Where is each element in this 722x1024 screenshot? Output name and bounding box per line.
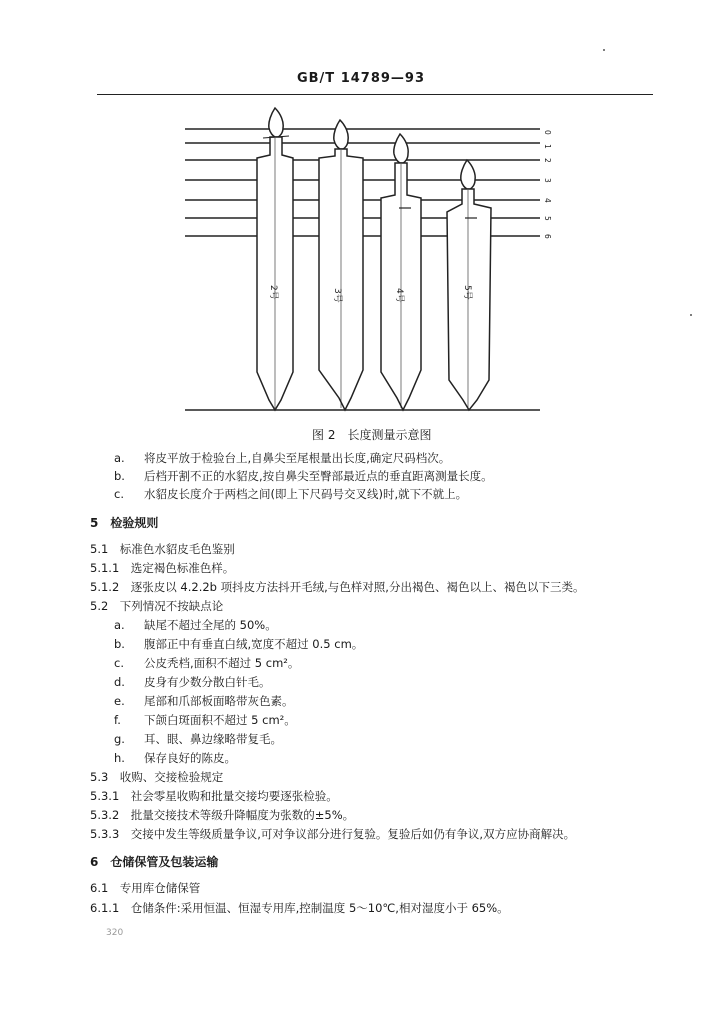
section-5-title: 5 检验规则 [90, 516, 159, 530]
defect-d-mark: d. [114, 675, 125, 689]
clause-5-2: 5.2 下列情况不按缺点论 [90, 599, 224, 613]
defect-c-mark: c. [114, 656, 124, 670]
defect-b-mark: b. [114, 637, 125, 651]
clause-5-3: 5.3 收购、交接检验规定 [90, 770, 224, 784]
defect-f-text: 下颌白斑面积不超过 5 cm²。 [144, 713, 296, 727]
figure-caption: 图 2 长度测量示意图 [312, 428, 432, 442]
defect-a-text: 缺尾不超过全尾的 50%。 [144, 618, 277, 632]
note-c-text: 水貂皮长度介于两档之间(即上下尺码号交叉线)时,就下不就上。 [144, 487, 468, 501]
pelt-2 [257, 108, 293, 410]
header-rule [97, 94, 653, 95]
length-measurement-figure [185, 100, 565, 425]
clause-5-3-2: 5.3.2 批量交接技术等级升降幅度为张数的±5%。 [90, 808, 355, 822]
scale-label-2: 2 [543, 158, 552, 163]
defect-g-mark: g. [114, 732, 125, 746]
scan-speck [690, 314, 692, 316]
pelt-label-2: 2号 [268, 285, 278, 300]
defect-c-text: 公皮秃档,面积不超过 5 cm²。 [144, 656, 300, 670]
defect-h-text: 保存良好的陈皮。 [144, 751, 236, 765]
note-b-mark: b. [114, 469, 125, 483]
scan-speck [603, 49, 605, 51]
scale-label-5: 5 [543, 216, 552, 221]
clause-5-1-1: 5.1.1 选定褐色标准色样。 [90, 561, 235, 575]
section-6-title: 6 仓储保管及包装运输 [90, 855, 219, 869]
page-number: 320 [106, 928, 124, 938]
note-a-text: 将皮平放于检验台上,自鼻尖至尾根量出长度,确定尺码档次。 [144, 451, 451, 465]
defect-h-mark: h. [114, 751, 125, 765]
defect-b-text: 腹部正中有垂直白绒,宽度不超过 0.5 cm。 [144, 637, 364, 651]
note-a-mark: a. [114, 451, 125, 465]
defect-e-mark: e. [114, 694, 125, 708]
note-b-text: 后档开割不正的水貂皮,按自鼻尖至臀部最近点的垂直距离测量长度。 [144, 469, 493, 483]
scale-label-1: 1 [543, 144, 552, 149]
clause-5-3-1: 5.3.1 社会零星收购和批量交接均要逐张检验。 [90, 789, 338, 803]
pelt-label-5: 5号 [462, 285, 472, 300]
note-c-mark: c. [114, 487, 124, 501]
defect-d-text: 皮身有少数分散白针毛。 [144, 675, 271, 689]
clause-6-1-1: 6.1.1 仓储条件:采用恒温、恒湿专用库,控制温度 5～10℃,相对湿度小于 65%。 [90, 901, 509, 915]
clause-5-1-2: 5.1.2 逐张皮以 4.2.2b 项抖皮方法抖开毛绒,与色样对照,分出褐色、褐色以上、褐色以下三类。 [90, 580, 585, 594]
pelt-label-4: 4号 [394, 288, 404, 303]
clause-5-3-3: 5.3.3 交接中发生等级质量争议,可对争议部分进行复验。复验后如仍有争议,双方应协商解决。 [90, 827, 576, 841]
pelt-3 [319, 120, 363, 410]
scale-label-0: 0 [543, 130, 552, 135]
clause-5-1: 5.1 标准色水貂皮毛色鉴别 [90, 542, 235, 556]
page-header: GB/T 14789—93 [296, 71, 426, 86]
defect-g-text: 耳、眼、鼻边缘略带复毛。 [144, 732, 282, 746]
defect-a-mark: a. [114, 618, 125, 632]
pelt-4 [381, 134, 421, 410]
scale-label-6: 6 [543, 234, 552, 239]
pelt-label-3: 3号 [332, 288, 342, 303]
scale-label-4: 4 [543, 198, 552, 203]
clause-6-1: 6.1 专用库仓储保管 [90, 881, 201, 895]
defect-e-text: 尾部和爪部板面略带灰色素。 [144, 694, 294, 708]
scale-label-3: 3 [543, 178, 552, 183]
defect-f-mark: f. [114, 713, 121, 727]
